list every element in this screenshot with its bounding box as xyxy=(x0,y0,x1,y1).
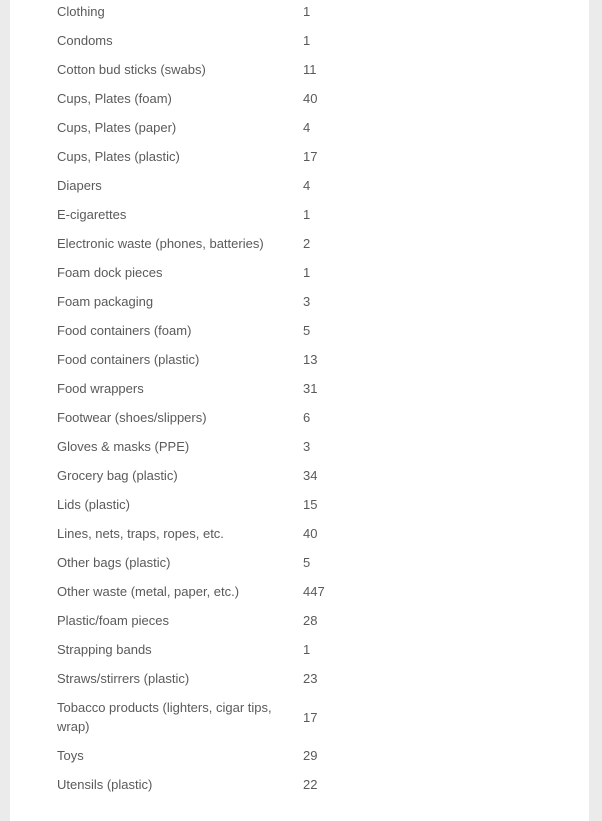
table-row xyxy=(57,0,383,26)
item-count: 28 xyxy=(303,613,318,628)
item-count: 1 xyxy=(303,265,311,280)
item-name: Food containers (plastic) xyxy=(57,352,200,367)
item-name: Cotton bud sticks (swabs) xyxy=(57,62,206,77)
item-name: Straws/stirrers (plastic) xyxy=(57,671,190,686)
item-count: 11 xyxy=(303,62,317,77)
item-count: 17 xyxy=(303,149,318,164)
item-name: Cups, Plates (paper) xyxy=(57,120,177,135)
item-count: 3 xyxy=(303,294,311,309)
item-count: 5 xyxy=(303,323,311,338)
item-count: 1 xyxy=(303,207,311,222)
item-name: Foam packaging xyxy=(57,294,154,309)
item-name: Grocery bag (plastic) xyxy=(57,468,178,483)
item-name: Footwear (shoes/slippers) xyxy=(57,410,207,425)
item-name: Diapers xyxy=(57,178,102,193)
item-name: E-cigarettes xyxy=(57,207,127,222)
table-row xyxy=(57,55,383,84)
item-count: 29 xyxy=(303,748,318,763)
item-name: Gloves & masks (PPE) xyxy=(57,439,190,454)
item-count: 22 xyxy=(303,777,318,792)
table-row xyxy=(57,693,383,741)
item-name: Tobacco products (lighters, cigar tips, wrap) xyxy=(57,700,272,734)
item-name: Clothing xyxy=(57,4,105,19)
item-name: Plastic/foam pieces xyxy=(57,613,169,628)
item-count: 4 xyxy=(303,178,311,193)
item-count: 1 xyxy=(303,33,311,48)
table-row xyxy=(57,577,383,606)
table-row xyxy=(57,200,383,229)
table-row xyxy=(57,374,383,403)
item-count: 4 xyxy=(303,120,311,135)
table-row xyxy=(57,84,383,113)
table-row xyxy=(57,432,383,461)
table-row xyxy=(57,606,383,635)
items-table-body xyxy=(57,0,383,799)
item-name: Lids (plastic) xyxy=(57,497,130,512)
item-name: Other waste (metal, paper, etc.) xyxy=(57,584,240,599)
item-count: 447 xyxy=(303,584,325,599)
item-count: 17 xyxy=(303,709,318,725)
table-row xyxy=(57,770,383,799)
table-row xyxy=(57,345,383,374)
item-count: 40 xyxy=(303,91,318,106)
table-row xyxy=(57,229,383,258)
table-row xyxy=(57,548,383,577)
table-row xyxy=(57,741,383,770)
item-name: Cups, Plates (foam) xyxy=(57,91,172,106)
item-name: Food wrappers xyxy=(57,381,144,396)
debris-items-table xyxy=(57,0,383,799)
table-row xyxy=(57,142,383,171)
item-count: 15 xyxy=(303,497,318,512)
item-name: Strapping bands xyxy=(57,642,152,657)
table-row xyxy=(57,490,383,519)
table-row xyxy=(57,287,383,316)
item-name: Utensils (plastic) xyxy=(57,777,153,792)
item-name: Lines, nets, traps, ropes, etc. xyxy=(57,526,224,541)
item-name: Food containers (foam) xyxy=(57,323,192,338)
item-count: 34 xyxy=(303,468,318,483)
item-count: 13 xyxy=(303,352,318,367)
item-count: 5 xyxy=(303,555,311,570)
item-count: 40 xyxy=(303,526,318,541)
item-name: Condoms xyxy=(57,33,113,48)
item-count: 1 xyxy=(303,642,311,657)
item-count: 31 xyxy=(303,381,318,396)
item-count: 6 xyxy=(303,410,311,425)
item-name: Toys xyxy=(57,748,84,763)
item-name: Other bags (plastic) xyxy=(57,555,171,570)
table-row xyxy=(57,258,383,287)
item-count: 2 xyxy=(303,236,311,251)
table-row xyxy=(57,113,383,142)
table-row xyxy=(57,316,383,345)
table-row xyxy=(57,26,383,55)
content-panel xyxy=(10,0,589,821)
item-name: Cups, Plates (plastic) xyxy=(57,149,180,164)
item-name: Electronic waste (phones, batteries) xyxy=(57,236,264,251)
item-name: Foam dock pieces xyxy=(57,265,163,280)
table-row xyxy=(57,519,383,548)
table-row xyxy=(57,171,383,200)
table-row xyxy=(57,635,383,664)
table-row xyxy=(57,403,383,432)
table-row xyxy=(57,664,383,693)
item-count: 1 xyxy=(303,4,311,19)
item-count: 3 xyxy=(303,439,311,454)
table-row xyxy=(57,461,383,490)
item-count: 23 xyxy=(303,671,318,686)
